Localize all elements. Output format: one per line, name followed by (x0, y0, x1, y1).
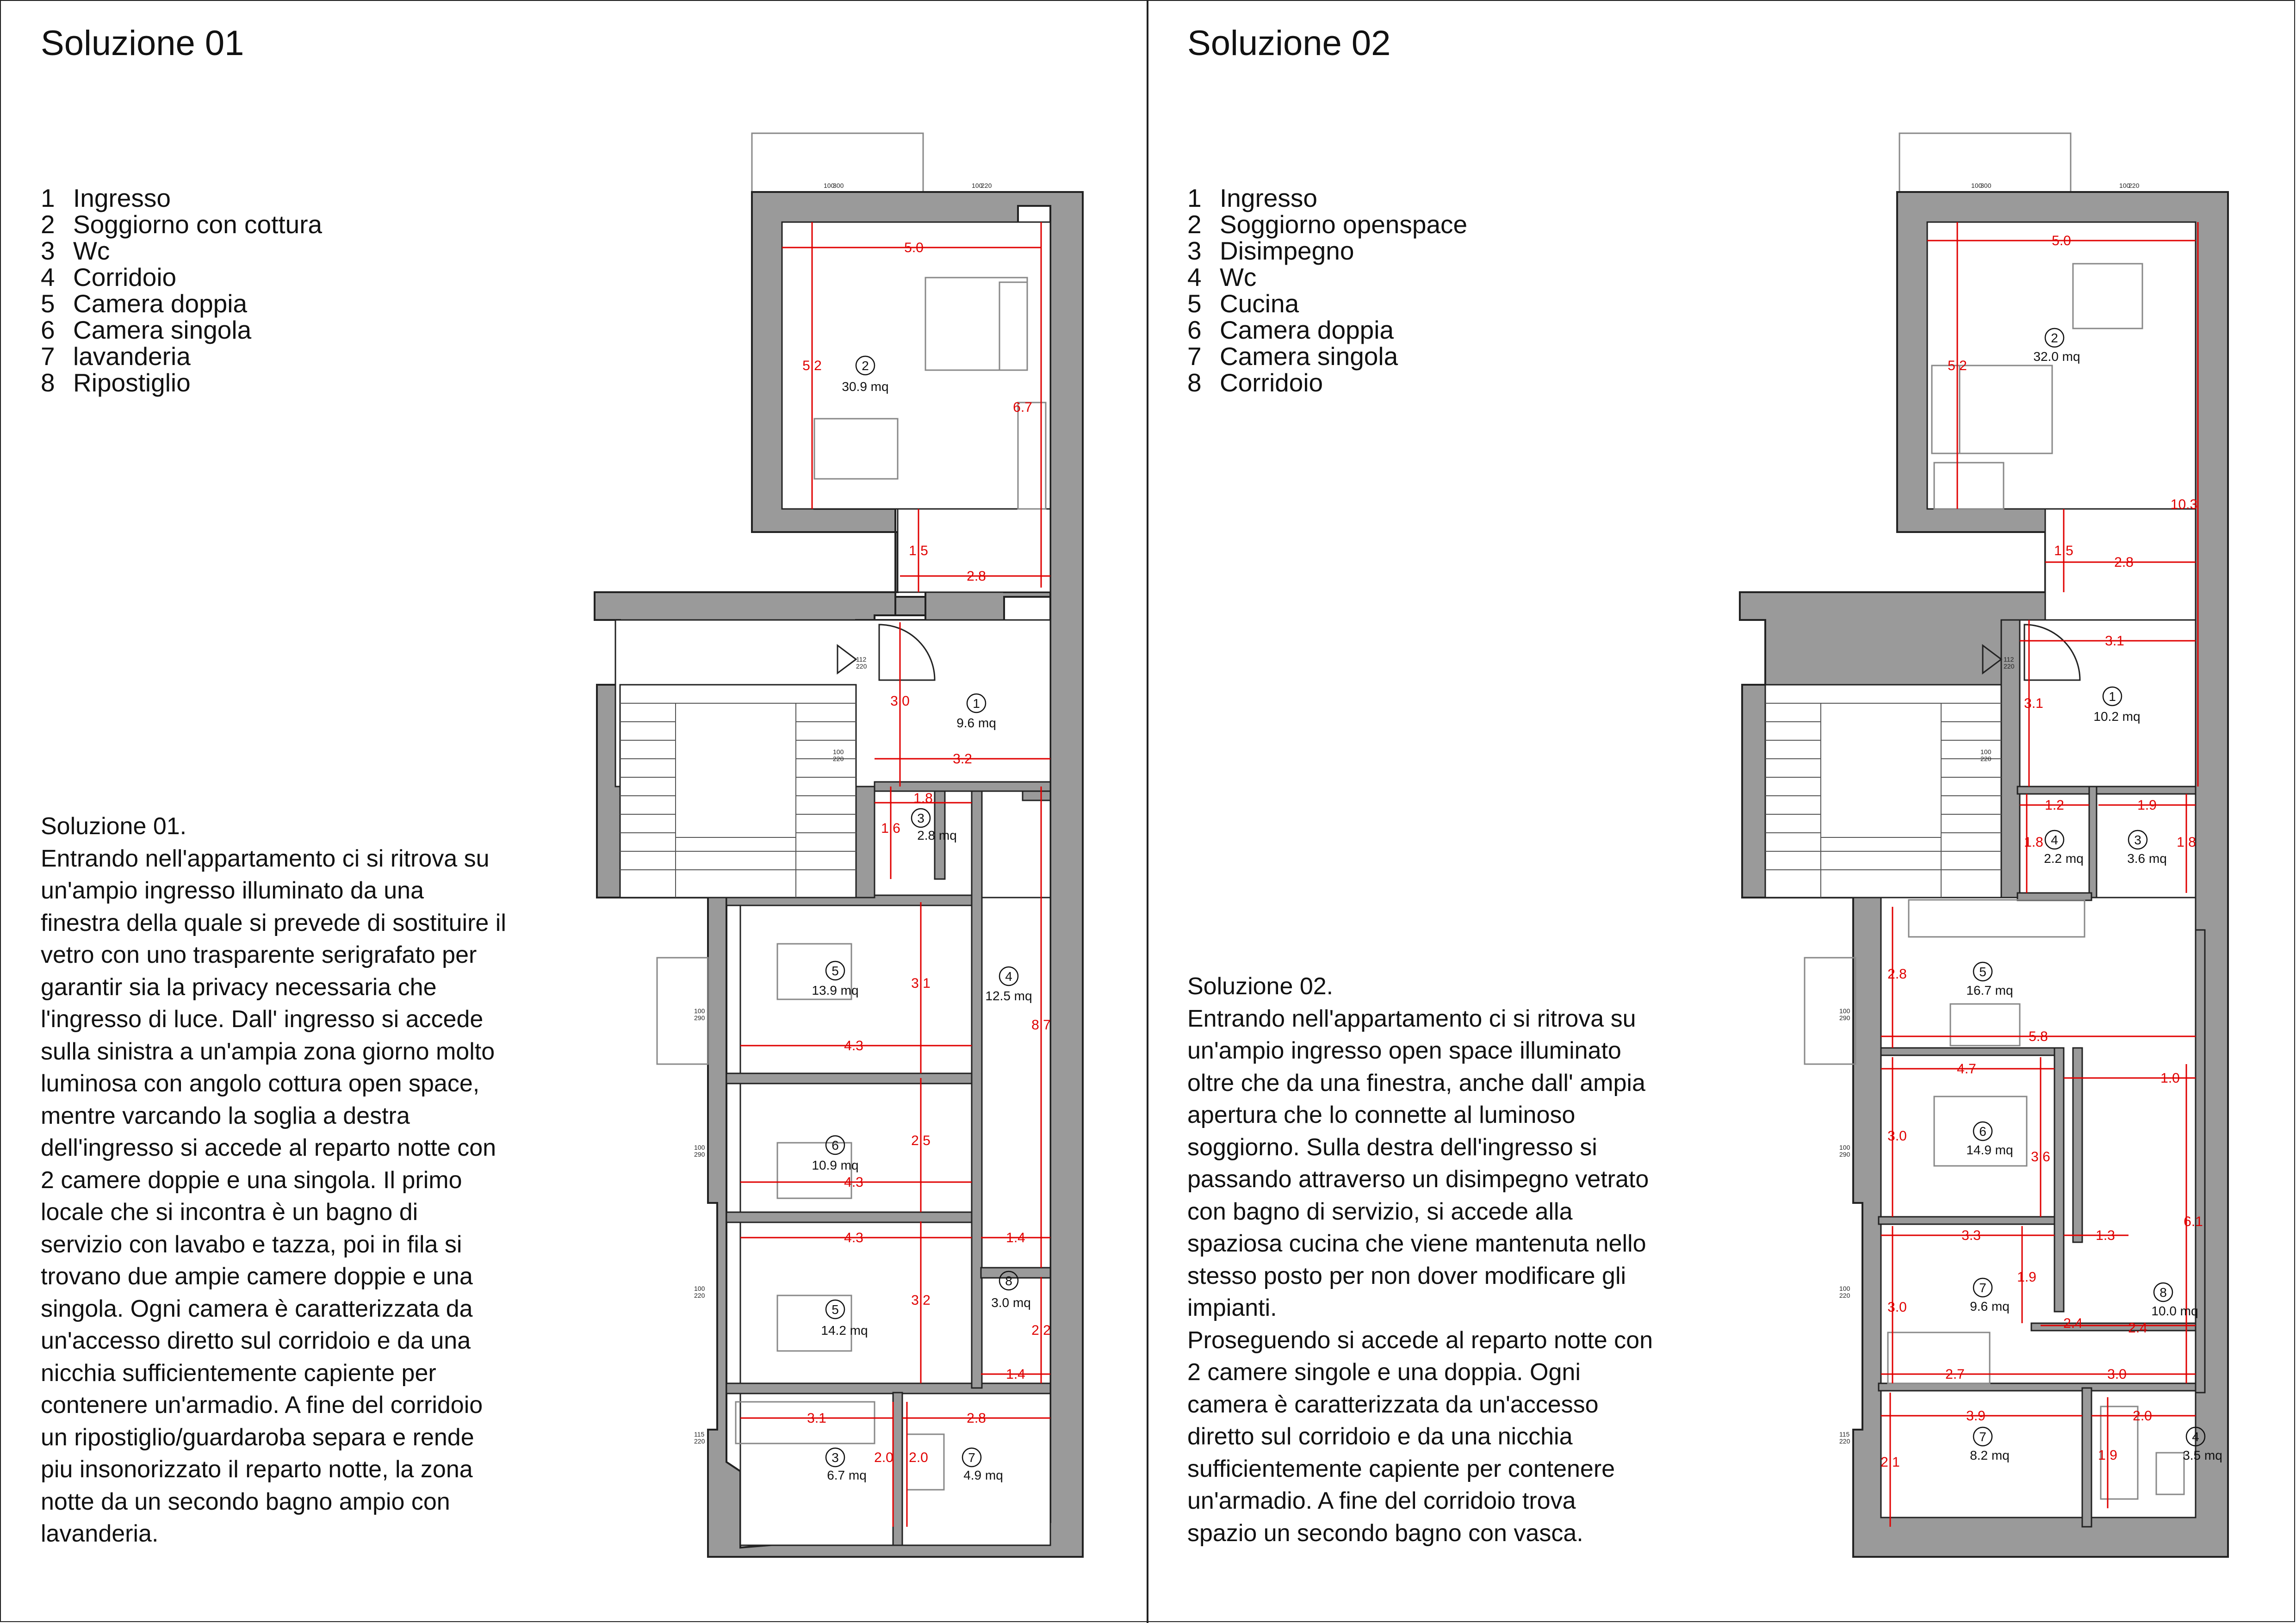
svg-text:220: 220 (694, 1292, 705, 1299)
title-soluzione-01: Soluzione 01 (41, 24, 244, 63)
svg-text:3: 3 (2134, 833, 2141, 847)
svg-text:5.0: 5.0 (904, 240, 924, 255)
svg-text:112: 112 (2004, 656, 2014, 663)
svg-text:300: 300 (833, 182, 844, 189)
svg-text:12.5 mq: 12.5 mq (985, 989, 1032, 1003)
plan-soluzione-02 (1740, 133, 2228, 1557)
legend-item: 1 Ingresso (41, 184, 171, 212)
legend-item: 5 Cucina (1187, 289, 1299, 318)
svg-text:5: 5 (1979, 965, 1986, 979)
svg-text:100: 100 (694, 1007, 705, 1015)
svg-text:3.0 mq: 3.0 mq (991, 1295, 1031, 1310)
svg-text:1: 1 (973, 696, 980, 711)
svg-text:2.7: 2.7 (1945, 1367, 1965, 1382)
svg-text:2.2: 2.2 (1031, 1323, 1051, 1338)
svg-text:4.7: 4.7 (1957, 1061, 1976, 1077)
svg-text:220: 220 (2004, 663, 2015, 670)
svg-text:1: 1 (2109, 689, 2116, 704)
svg-text:2.8: 2.8 (967, 569, 986, 584)
svg-text:100: 100 (1971, 182, 1982, 189)
svg-text:1.6: 1.6 (881, 821, 900, 836)
svg-text:220: 220 (981, 182, 992, 189)
svg-text:112: 112 (856, 656, 867, 663)
svg-text:1.0: 1.0 (2160, 1071, 2180, 1086)
svg-text:1.8: 1.8 (913, 791, 933, 806)
svg-text:6.7: 6.7 (1013, 400, 1032, 415)
legend-item: 4 Corridoio (41, 263, 177, 291)
svg-text:7: 7 (968, 1450, 975, 1465)
svg-text:220: 220 (1980, 755, 1992, 762)
svg-text:10.0 mq: 10.0 mq (2151, 1304, 2198, 1318)
svg-text:7: 7 (1979, 1430, 1986, 1444)
svg-text:290: 290 (1839, 1151, 1850, 1158)
svg-text:100: 100 (694, 1285, 705, 1292)
svg-text:1.4: 1.4 (1006, 1230, 1025, 1245)
svg-text:5.2: 5.2 (1948, 358, 1967, 373)
svg-text:100: 100 (1980, 748, 1992, 756)
svg-text:220: 220 (694, 1437, 705, 1445)
svg-text:100: 100 (1839, 1007, 1850, 1015)
svg-text:14.9 mq: 14.9 mq (1966, 1143, 2013, 1157)
svg-text:10.9 mq: 10.9 mq (812, 1158, 859, 1172)
svg-text:7: 7 (1979, 1281, 1986, 1295)
svg-text:3.1: 3.1 (2105, 633, 2124, 649)
svg-text:14.2 mq: 14.2 mq (821, 1323, 868, 1338)
svg-text:1.9: 1.9 (2137, 798, 2157, 813)
legend-item: 7 Camera singola (1187, 342, 1398, 371)
svg-text:100: 100 (833, 748, 844, 756)
legend-item: 6 Camera singola (41, 316, 252, 344)
svg-text:290: 290 (694, 1014, 705, 1022)
svg-text:32.0 mq: 32.0 mq (2033, 349, 2080, 364)
svg-text:4: 4 (2051, 833, 2058, 847)
svg-text:3.3: 3.3 (1961, 1228, 1981, 1243)
svg-text:220: 220 (833, 755, 844, 762)
svg-text:2.2 mq: 2.2 mq (2044, 851, 2084, 866)
svg-text:115: 115 (1839, 1431, 1850, 1438)
legend-item: 2 Soggiorno openspace (1187, 210, 1468, 239)
svg-text:2.4: 2.4 (2128, 1320, 2147, 1336)
svg-text:3.1: 3.1 (807, 1411, 826, 1426)
svg-text:3.1: 3.1 (2024, 696, 2043, 711)
title-soluzione-02: Soluzione 02 (1187, 24, 1391, 63)
legend-item: 5 Camera doppia (41, 289, 248, 318)
svg-text:1.3: 1.3 (2096, 1228, 2115, 1243)
svg-text:100: 100 (694, 1144, 705, 1151)
svg-text:290: 290 (1839, 1014, 1850, 1022)
svg-text:5.0: 5.0 (2052, 233, 2071, 248)
svg-text:3.2: 3.2 (953, 751, 972, 767)
svg-text:2.1: 2.1 (1880, 1455, 1900, 1470)
svg-text:4.3: 4.3 (844, 1175, 863, 1190)
legend-item: 6 Camera doppia (1187, 316, 1394, 344)
svg-text:220: 220 (1839, 1437, 1850, 1445)
svg-text:5.8: 5.8 (2029, 1029, 2048, 1044)
svg-text:1.9: 1.9 (2017, 1270, 2036, 1285)
svg-text:2.8 mq: 2.8 mq (917, 828, 957, 842)
legend-item: 8 Corridoio (1187, 368, 1323, 397)
svg-text:300: 300 (1980, 182, 1992, 189)
svg-text:2.0: 2.0 (874, 1450, 894, 1465)
svg-text:2.4: 2.4 (2063, 1316, 2083, 1331)
svg-text:4.9 mq: 4.9 mq (963, 1468, 1003, 1482)
svg-text:3.0: 3.0 (890, 694, 910, 709)
svg-text:3.5 mq: 3.5 mq (2183, 1448, 2222, 1462)
svg-text:4: 4 (2192, 1430, 2199, 1444)
legend-item: 3 Disimpegno (1187, 236, 1354, 265)
svg-text:8: 8 (1005, 1274, 1012, 1288)
plan-soluzione-01 (595, 133, 1083, 1557)
svg-text:5: 5 (832, 964, 839, 978)
svg-text:1.2: 1.2 (2045, 798, 2064, 813)
svg-text:3.1: 3.1 (911, 976, 931, 991)
legend-item: 1 Ingresso (1187, 184, 1317, 212)
svg-text:3: 3 (917, 811, 925, 825)
svg-text:5: 5 (832, 1302, 839, 1317)
legend-item: 7 lavanderia (41, 342, 191, 371)
svg-text:2.8: 2.8 (2114, 555, 2134, 570)
svg-text:9.6 mq: 9.6 mq (1970, 1299, 2010, 1313)
description-soluzione-02: Soluzione 02. Entrando nell'appartamento ci si ritrova su un'ampio ingresso open space illuminato oltre che da una finestra, anche dall' ampia apertura che lo connette al luminoso soggiorno. Sulla destra dell'ingresso si passando attraverso un disimpegno vetrato con bagno di servizio, si accede alla spaziosa cucina che viene mantenuta nello stesso posto per non dover modificare gli impianti. Proseguendo si accede al reparto notte con 2 camere singole e una doppia. Ogni camera è caratterizzata da un'accesso diretto sul corridoio e da una nicchia sufficientemente capiente per contenere un'armadio. A fine del corridoio trova spazio un secondo bagno con vasca. (1187, 973, 1653, 1547)
svg-text:6.7 mq: 6.7 mq (827, 1468, 867, 1482)
svg-text:13.9 mq: 13.9 mq (812, 983, 859, 997)
svg-text:100: 100 (824, 182, 835, 189)
svg-text:3.0: 3.0 (2107, 1367, 2127, 1382)
svg-text:2.8: 2.8 (967, 1411, 986, 1426)
svg-text:8: 8 (2159, 1285, 2167, 1300)
svg-text:8.2 mq: 8.2 mq (1970, 1448, 2010, 1462)
svg-text:2.0: 2.0 (2133, 1408, 2152, 1424)
svg-text:290: 290 (694, 1151, 705, 1158)
svg-text:9.6 mq: 9.6 mq (956, 716, 996, 730)
svg-text:2: 2 (2051, 331, 2058, 345)
svg-text:1.5: 1.5 (2054, 543, 2073, 558)
svg-text:2.8: 2.8 (1887, 966, 1907, 982)
svg-text:115: 115 (694, 1431, 705, 1438)
svg-text:6: 6 (832, 1138, 839, 1152)
svg-text:3.6 mq: 3.6 mq (2127, 851, 2167, 866)
svg-text:3: 3 (832, 1450, 839, 1465)
svg-text:1.8: 1.8 (2177, 835, 2196, 850)
svg-text:4.3: 4.3 (844, 1038, 863, 1053)
svg-text:2.0: 2.0 (909, 1450, 928, 1465)
legend-item: 3 Wc (41, 236, 110, 265)
legend-item: 2 Soggiorno con cottura (41, 210, 323, 239)
svg-text:6.1: 6.1 (2184, 1214, 2203, 1229)
svg-text:3.6: 3.6 (2031, 1149, 2050, 1165)
svg-text:2: 2 (862, 359, 869, 373)
svg-text:3.2: 3.2 (911, 1293, 931, 1308)
svg-text:220: 220 (856, 663, 867, 670)
svg-text:4.3: 4.3 (844, 1230, 863, 1245)
svg-text:220: 220 (1839, 1292, 1850, 1299)
svg-text:3.0: 3.0 (1887, 1300, 1907, 1315)
svg-text:3.0: 3.0 (1887, 1128, 1907, 1144)
svg-text:10.3: 10.3 (2170, 497, 2198, 512)
legend-item: 8 Ripostiglio (41, 368, 191, 397)
svg-text:10.2 mq: 10.2 mq (2093, 709, 2141, 724)
svg-text:3.9: 3.9 (1966, 1408, 1986, 1424)
svg-text:1.9: 1.9 (2098, 1448, 2117, 1463)
svg-text:100: 100 (1839, 1285, 1850, 1292)
svg-text:30.9 mq: 30.9 mq (842, 379, 889, 394)
svg-text:5.2: 5.2 (802, 358, 822, 373)
svg-text:100: 100 (2119, 182, 2130, 189)
svg-text:16.7 mq: 16.7 mq (1966, 983, 2013, 997)
svg-text:8.7: 8.7 (1031, 1017, 1051, 1033)
svg-text:1.4: 1.4 (1006, 1367, 1025, 1382)
legend-item: 4 Wc (1187, 263, 1257, 291)
svg-text:100: 100 (1839, 1144, 1850, 1151)
svg-text:1.5: 1.5 (909, 543, 928, 558)
svg-text:4: 4 (1005, 969, 1012, 984)
svg-text:100: 100 (972, 182, 983, 189)
description-soluzione-01: Soluzione 01. Entrando nell'appartamento ci si ritrova su un'ampio ingresso illuminato da una finestra della quale si prevede di sostituire il vetro con uno trasparente serigrafato per garantir sia la privacy necessaria che l'ingresso di luce. Dall' ingresso si accede sulla sinistra a un'ampia zona giorno molto luminosa con angolo cottura open space, mentre varcando la soglia a destra dell'ingresso si accede al reparto notte con 2 camere doppie e una singola. Il primo locale che si incontra è un bagno di servizio con lavabo e tazza, poi in fila si trovano due ampie camere doppie e una singola. Ogni camera è caratterizzata da un'accesso diretto sul corridoio e da una nicchia sufficientemente capiente per contenere un'armadio. A fine del corridoio un ripostiglio/guardaroba separa e rende piu insonorizzato il reparto notte, la zona notte da un secondo bagno ampio con lavanderia. (41, 813, 506, 1547)
svg-text:6: 6 (1979, 1124, 1986, 1139)
svg-text:220: 220 (2128, 182, 2140, 189)
svg-text:2.5: 2.5 (911, 1133, 931, 1148)
svg-text:1.8: 1.8 (2024, 835, 2043, 850)
